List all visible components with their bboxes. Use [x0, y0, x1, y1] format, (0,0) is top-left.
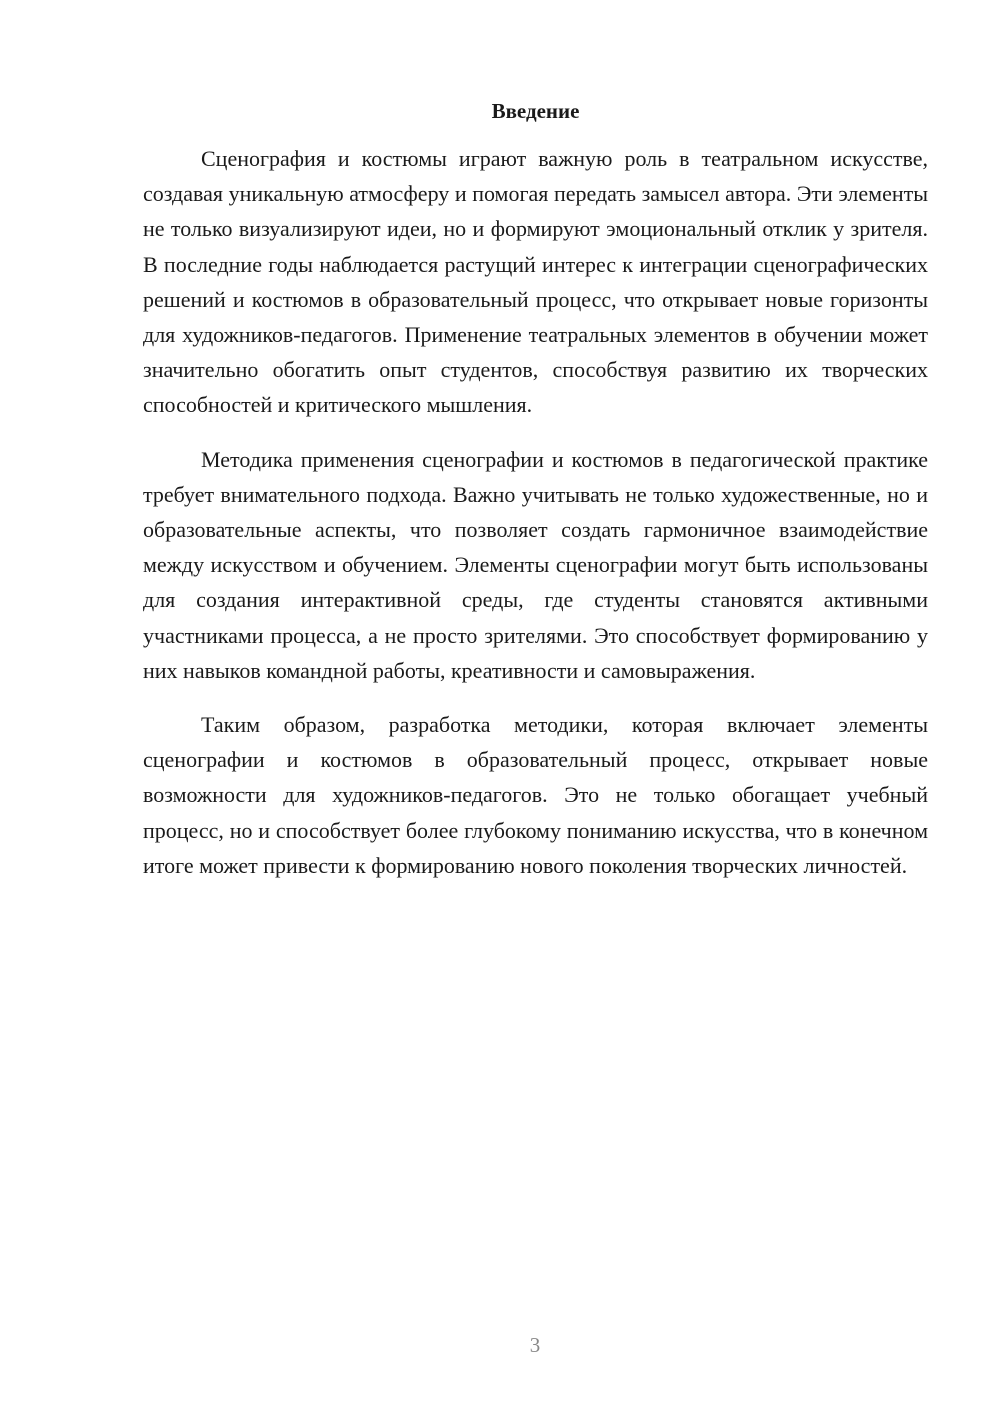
page-title: Введение: [491, 99, 580, 123]
page-number: 3: [529, 1333, 541, 1357]
paragraph-1: Сценография и костюмы играют важную роль в театральном искусстве, создавая уникальную атмосферу и помогая передать замысел автора. Эти элементы не только визуализируют идеи, но и формируют эмоциональный отклик у зрителя. В последние годы наблюдается растущий интерес к интеграции сценографических решений и костюмов в образовательный процесс, что открывает новые горизонты для художников-педагогов. Применение театральных элементов в обучении может значительно обогатить опыт студентов, способствуя развитию их творческих способностей и критического мышления.: [143, 146, 928, 418]
paragraph-3: Таким образом, разработка методики, которая включает элементы сценографии и костюмов в образовательный процесс, открывает новые возможности для художников-педагогов. Это не только обогащает учебный процесс, но и способствует более глубокому пониманию искусства, что в конечном итоге может привести к формированию нового поколения творческих личностей.: [143, 712, 928, 878]
paragraph-2: Методика применения сценографии и костюмов в педагогической практике требует внимательного подхода. Важно учитывать не только художественные, но и образовательные аспекты, что позволяет создать гармоничное взаимодействие между искусством и обучением. Элементы сценографии могут быть использованы для создания интерактивной среды, где студенты становятся активными участниками процесса, а не просто зрителями. Это способствует формированию у них навыков командной работы, креативности и самовыражения.: [143, 446, 928, 683]
document-body: [143, 141, 928, 883]
